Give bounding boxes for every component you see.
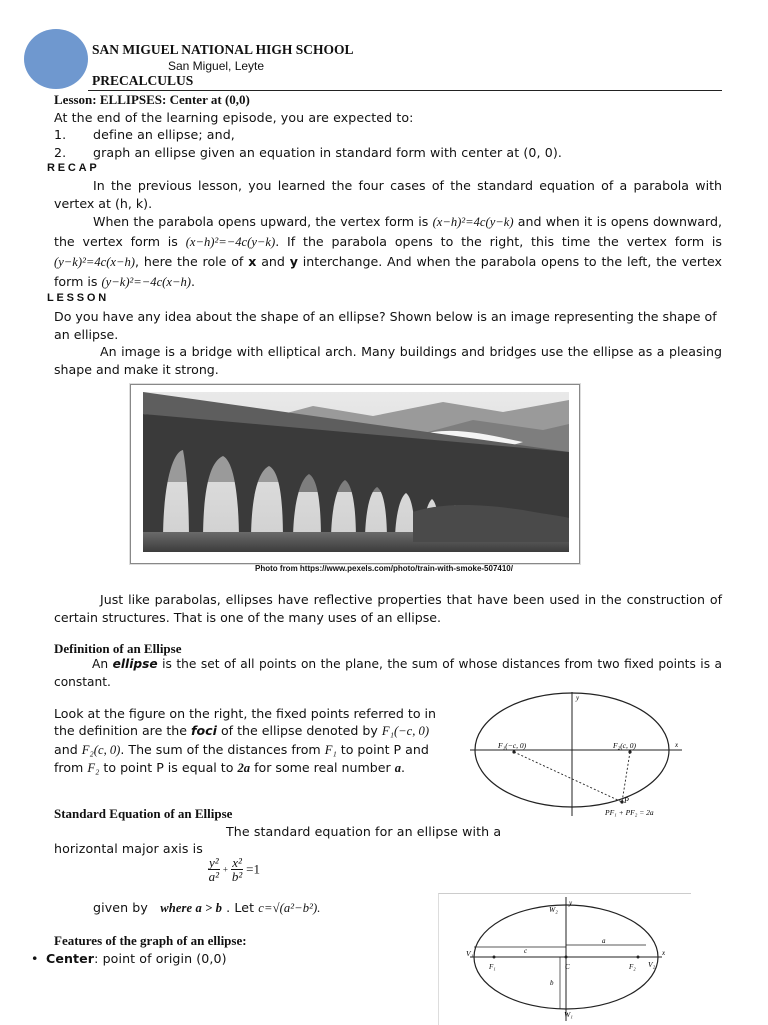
x-axis-label: x [662, 949, 666, 957]
w2-label: W₂ [549, 905, 558, 914]
a-length-label: a [602, 937, 606, 945]
school-location: San Miguel, Leyte [168, 59, 265, 73]
equation-left: (y−k)²=−4c(x−h) [101, 275, 191, 289]
f1-label: F₁ [489, 963, 496, 971]
objective-number: 1. [54, 127, 67, 142]
recap-heading: RECAP [47, 162, 100, 174]
bridge-photo [143, 392, 569, 552]
focus-2-point [637, 956, 640, 959]
header-divider [88, 90, 722, 91]
school-name: SAN MIGUEL NATIONAL HIGH SCHOOL [92, 42, 354, 57]
equation-right: (y−k)²=4c(x−h) [54, 255, 135, 269]
standard-text-2: horizontal major axis is [54, 841, 203, 856]
b-length-label: b [550, 979, 554, 987]
f2-label: F₂ [629, 963, 636, 971]
focus-1-point [493, 956, 496, 959]
subject-title: PRECALCULUS [92, 73, 194, 88]
focus-1-label: F₁(−c, 0) [498, 741, 527, 750]
objective-text: define an ellipse; and, [93, 127, 235, 142]
y-axis-label: y [576, 694, 580, 702]
v1-label: V₁ [466, 949, 474, 958]
recap-paragraph-2: When the parabola opens upward, the vertex form is (x−h)²=4c(y−k) and when it is opens downward, the vertex form is (x−h)²=−4c(y−k). If the parabola opens to the right, this time the vertex form is (y−k)²=4c(x−h), here the role of x and y interchange. And when the parabola opens to the left, the vertex form is (y−k)²=−4c(x−h). [54, 214, 722, 289]
center-label: C [565, 963, 570, 971]
focus-2-point [628, 750, 631, 753]
foci-paragraph: Look at the figure on the right, the fixed points referred to in the definition are the foci of the ellipse denoted by F₁(−c, 0) and F₂(c, 0). The sum of the distances from F₁ to point P and from F₂ to point P is equal to 2a for some real number a. [54, 706, 437, 775]
objective-text: graph an ellipse given an equation in standard form with center at (0, 0). [93, 145, 562, 160]
equation-up: (x−h)²=4c(y−k) [432, 215, 514, 229]
pf1-segment [514, 752, 622, 802]
definition-paragraph: An ellipse is the set of all points on the plane, the sum of whose distances from two fixed points is a constant. [54, 657, 723, 689]
point-p-label: P [624, 796, 629, 805]
features-heading: Features of the graph of an ellipse: [54, 933, 247, 948]
feature-center: Center: point of origin (0,0) [46, 951, 227, 966]
objectives-intro: At the end of the learning episode, you are expected to: [54, 110, 414, 125]
definition-heading: Definition of an Ellipse [54, 641, 182, 656]
given-by-line: given by where a > b . Let c=√(a²−b²). [93, 900, 321, 915]
lesson-heading: LESSON [47, 292, 110, 304]
w1-label: W₁ [564, 1010, 573, 1019]
lesson-title: Lesson: ELLIPSES: Center at (0,0) [54, 92, 250, 107]
objective-number: 2. [54, 145, 67, 160]
c-length-label: c [524, 947, 528, 955]
recap-paragraph-1: In the previous lesson, you learned the four cases of the standard equation of a parabola with vertex at (h, k). [54, 178, 722, 211]
school-logo [24, 29, 88, 89]
ellipse-foci-figure [470, 690, 690, 820]
equation-down: (x−h)²=−4c(y−k) [185, 235, 276, 249]
standard-equation: $\frac{\text{y²}}{\text{a²}}$ + $\frac{\text{x²}}{\text{b²}}$ =1 [208, 855, 261, 884]
x-axis-label: x [675, 741, 679, 749]
standard-text-1: The standard equation for an ellipse with a [226, 824, 502, 839]
standard-equation-heading: Standard Equation of an Ellipse [54, 806, 233, 821]
distance-sum-label: PF₁ + PF₂ = 2a [605, 808, 654, 817]
y-axis-label: y [569, 899, 573, 907]
photo-caption: Photo from https://www.pexels.com/photo/train-with-smoke-507410/ [255, 564, 513, 573]
viaduct-image [143, 392, 569, 552]
v2-label: V₂ [648, 960, 656, 969]
ellipse-features-figure [440, 895, 690, 1024]
lesson-paragraph-1: Do you have any idea about the shape of an ellipse? Shown below is an image representing the shape of an ellipse. [54, 309, 717, 342]
feature-bullet: • [31, 951, 39, 966]
center-point [565, 956, 568, 959]
foci-term: foci [191, 723, 217, 739]
ellipse-term: ellipse [112, 657, 158, 671]
lesson-paragraph-2: An image is a bridge with elliptical arch. Many buildings and bridges use the ellipse as a pleasing shape and make it strong. [54, 344, 722, 377]
pf2-segment [622, 752, 630, 802]
focus-1-point [512, 750, 515, 753]
focus-2-label: F₂(c, 0) [613, 741, 637, 750]
lesson-paragraph-3: Just like parabolas, ellipses have reflective properties that have been used in the construction of certain structures. That is one of the many uses of an ellipse. [54, 592, 722, 625]
